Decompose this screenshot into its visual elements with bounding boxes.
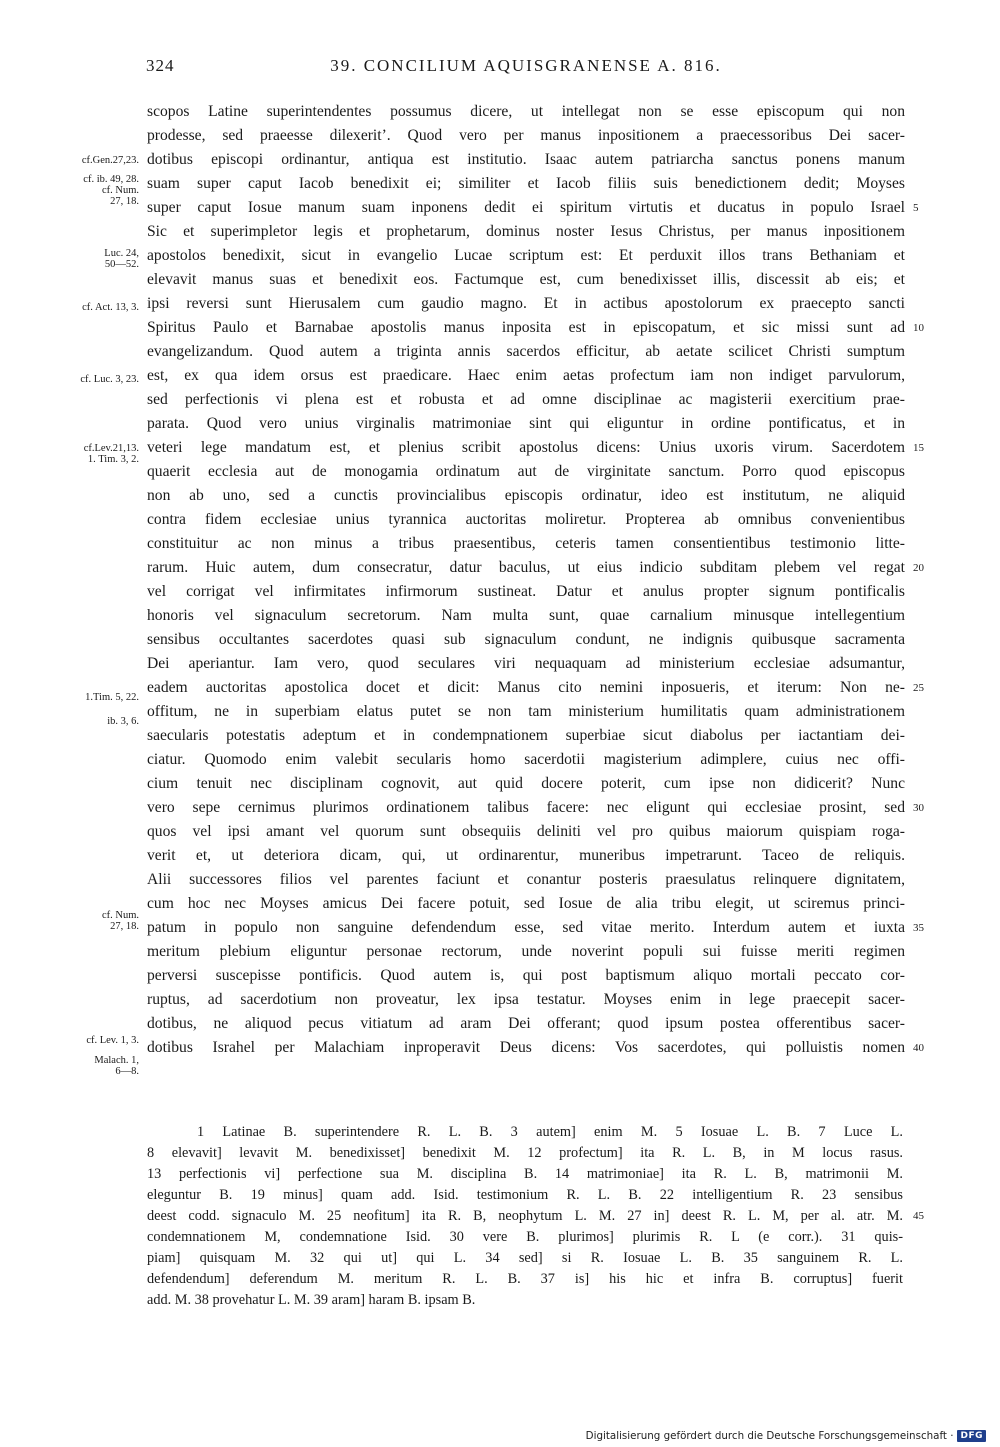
text-line: meritum plebium eliguntur personae rectorum, unde noverint populi sui fuisse meriti regimen <box>147 943 905 960</box>
running-header <box>146 56 906 80</box>
text-line: scopos Latine superintendentes possumus dicere, ut intellegat non se esse episcopum qui non <box>147 103 905 120</box>
running-title: 39. CONCILIUM AQUISGRANENSE A. 816. <box>330 56 722 75</box>
line-number: 30 <box>913 802 924 814</box>
text-line: verit et, ut deteriora dicam, qui, ut ordinarentur, muneribus impetrarunt. Taceo de reliquis. <box>147 847 905 864</box>
text-line: prodesse, sed praeesse dilexerit’. Quod vero per manus inpositionem a praecessoribus Dei sacer- <box>147 127 905 144</box>
margin-reference: Luc. 24, 50—52. <box>104 248 139 270</box>
line-number: 40 <box>913 1042 924 1054</box>
text-line: dotibus episcopi ordinantur, antiqua est institutio. Isaac autem patriarcha sanctus ponens manum <box>147 151 905 168</box>
text-line: sensibus occultantes sacerdotes quasi sub signaculum condunt, ne indignis quibusque sacramenta <box>147 631 905 648</box>
text-line: eadem auctoritas apostolica docet et dicit: Manus cito nemini inposueris, et iterum: Non ne- <box>147 679 905 696</box>
text-line: patum in populo non sanguine defendendum esse, sed vitae merito. Interdum autem et iuxta <box>147 919 905 936</box>
margin-reference: Malach. 1, 6—8. <box>94 1055 139 1077</box>
apparatus-line: 13 perfectionis vi] perfectione sua M. disciplina B. 14 matrimoniae] ita R. L. B, matrimonii M. <box>147 1166 903 1182</box>
text-line: perversi suscepisse pontificis. Quod autem is, qui post baptismum aliquo mortali peccato cor- <box>147 967 905 984</box>
text-line: Spiritus Paulo et Barnabae apostolis manus inposita est in episcopatum, et sic missi sunt ad <box>147 319 905 336</box>
text-line: quos vel ipsi amant vel quorum sunt obsequiis deliniti vel pro quibus maiorum quispiam roga- <box>147 823 905 840</box>
text-line: Dei aperiantur. Iam vero, quod seculares viri nequaquam ad ministerium ecclesiae adsumantur, <box>147 655 905 672</box>
margin-reference: 1.Tim. 5, 22. <box>85 692 139 703</box>
apparatus-line: 8 elevavit] levavit M. benedixisset] benedixit M. 12 profectum] ita R. L. B, in M locus rasus. <box>147 1145 903 1161</box>
text-line: vero sepe cernimus plurimos ordinationem talibus facere: nec eligunt qui ecclesiae prosint, sed <box>147 799 905 816</box>
apparatus-line: add. M. 38 provehatur L. M. 39 aram] haram B. ipsam B. <box>147 1292 476 1308</box>
apparatus-line: eleguntur B. 19 minus] quam add. Isid. testimonium R. L. B. 22 intelligentium R. 23 sensibus <box>147 1187 903 1203</box>
line-number: 25 <box>913 682 924 694</box>
funding-text: Digitalisierung gefördert durch die Deutsche Forschungsgemeinschaft · <box>585 1430 954 1442</box>
text-line: evangelizandum. Quod autem a triginta annis sacerdos efficitur, ab aetate scilicet Christi sumptum <box>147 343 905 360</box>
text-line: est, ex qua idem orsus est praedicare. Haec enim aetas profectum iam non indiget parvulorum, <box>147 367 905 384</box>
text-line: honoris vel signaculum secretorum. Nam multa sunt, quae carnalium minusque intellegentium <box>147 607 905 624</box>
text-line: quaerit ecclesia aut de monogamia ordinatum aut de virginitate sanctum. Porro quod episcopus <box>147 463 905 480</box>
margin-reference: cf.Lev.21,13. 1. Tim. 3, 2. <box>83 443 139 465</box>
text-line: cum hoc nec Moyses amicus Dei facere potuit, sed Iosue de alia tribu elegit, ut sciremus princi- <box>147 895 905 912</box>
text-line: saecularis potestatis adeptum et in condempnationem superbiae sicut diabolus per iactantiam dei- <box>147 727 905 744</box>
line-number: 35 <box>913 922 924 934</box>
line-number: 5 <box>913 202 919 214</box>
text-line: parata. Quod vero unius virginalis matrimoniae sint qui eliguntur in ordine pontificatus, et in <box>147 415 905 432</box>
apparatus-line: deest codd. signaculo M. 25 neofitum] ita R. B, neophytum L. M. 27 in] deest R. L. M, per al. atr. M. <box>147 1208 903 1224</box>
text-line: sed perfectionis vi plena est et robusta et ad omne disciplinae ac magisterii exercitium prae- <box>147 391 905 408</box>
text-line: veteri lege mandatum est, et plenius scribit apostolus dicens: Unius uxoris virum. Sacerdotem <box>147 439 905 456</box>
line-number: 45 <box>913 1210 924 1222</box>
margin-reference: cf. Num. 27, 18. <box>101 910 139 932</box>
text-line: ruptus, ad sacerdotium non proveatur, lex ipsa testatur. Moyses enim in lege praecepit sacer- <box>147 991 905 1008</box>
text-line: suam super caput Iacob benedixit ei; similiter et Iacob filiis suis benedictionem dedit; Moyses <box>147 175 905 192</box>
funding-footer <box>586 1428 986 1444</box>
text-line: offitum, ne in superbiam elatus putet se non tam ministerium humilitatis quam administrationem <box>147 703 905 720</box>
dfg-logo-icon: DFG <box>957 1430 986 1442</box>
apparatus-line: 1 Latinae B. superintendere R. L. B. 3 autem] enim M. 5 Iosuae L. B. 7 Luce L. <box>197 1124 903 1140</box>
text-line: constituitur ac non minus a tribus praesentibus, ceteris tamen consentientibus testimonio litte- <box>147 535 905 552</box>
text-line: super caput Iosue manum suam inponens dedit ei spiritum virtutis et ducatus in populo Israel <box>147 199 905 216</box>
margin-reference: cf.Gen.27,23. <box>81 155 139 166</box>
margin-reference: cf. ib. 49, 28. cf. Num. 27, 18. <box>83 174 139 207</box>
text-line: ipsi reversi sunt Hierusalem cum gaudio magno. Et in actibus apostolorum ex praecepto sancti <box>147 295 905 312</box>
apparatus-line: piam] quisquam M. 32 qui ut] qui L. 34 sed] si R. Iosuae L. B. 35 sanguinem R. L. <box>147 1250 903 1266</box>
text-line: Sic et superimpletor legis et prophetarum, dominus noster Iesus Christus, per manus inpositionem <box>147 223 905 240</box>
line-number: 10 <box>913 322 924 334</box>
apparatus-line: condemnationem M, condemnatione Isid. 30 vere B. plurimos] plurimis R. L (e corr.). 31 quis- <box>147 1229 903 1245</box>
margin-reference: cf. Luc. 3, 23. <box>80 374 139 385</box>
text-line: Alii successores filios vel parentes faciunt et conantur posteris praesulatus relinquere dignitatem, <box>147 871 905 888</box>
text-line: cium tenuit nec disciplinam cognovit, aut quid docere poterit, cum ipse non didicerit? Nunc <box>147 775 905 792</box>
text-line: contra fidem ecclesiae unius tyrannica auctoritas moliretur. Propterea ab omnibus convenientibus <box>147 511 905 528</box>
text-line: ciatur. Quomodo enim valebit secularis homo sacerdotii magisterium adimplere, cuius nec offi- <box>147 751 905 768</box>
text-line: apostolos benedixit, sicut in evangelio Lucae scriptum est: Et perduxit illos trans Bethaniam et <box>147 247 905 264</box>
margin-reference: cf. Act. 13, 3. <box>82 302 139 313</box>
text-line: rarum. Huic autem, dum consecratur, datur baculus, ut eius indicio subditam plebem vel regat <box>147 559 905 576</box>
text-line: dotibus Israhel per Malachiam inproperavit Deus dicens: Vos sacerdotes, qui polluistis nomen <box>147 1039 905 1056</box>
page-number: 324 <box>146 56 175 75</box>
text-line: vel corrigat vel infirmitates infirmorum sustineat. Datur et anulus propter signum pontificalis <box>147 583 905 600</box>
text-line: non ab uno, sed a cunctis provincialibus episcopis ordinatur, ideo est institutum, ne aliquid <box>147 487 905 504</box>
line-number: 20 <box>913 562 924 574</box>
margin-reference: cf. Lev. 1, 3. <box>86 1035 139 1046</box>
margin-reference: ib. 3, 6. <box>107 716 139 727</box>
text-line: dotibus, ne aliquod pecus vitiatum ad aram Dei offerant; quod ipsum postea offerentibus sacer- <box>147 1015 905 1032</box>
apparatus-line: defendendum] deferendum M. meritum R. L. B. 37 is] his hic et infra B. corruptus] fuerit <box>147 1271 903 1287</box>
text-line: elevavit manus suas et benedixit eos. Factumque est, cum benedixisset illis, discessit ab eis; et <box>147 271 905 288</box>
line-number: 15 <box>913 442 924 454</box>
